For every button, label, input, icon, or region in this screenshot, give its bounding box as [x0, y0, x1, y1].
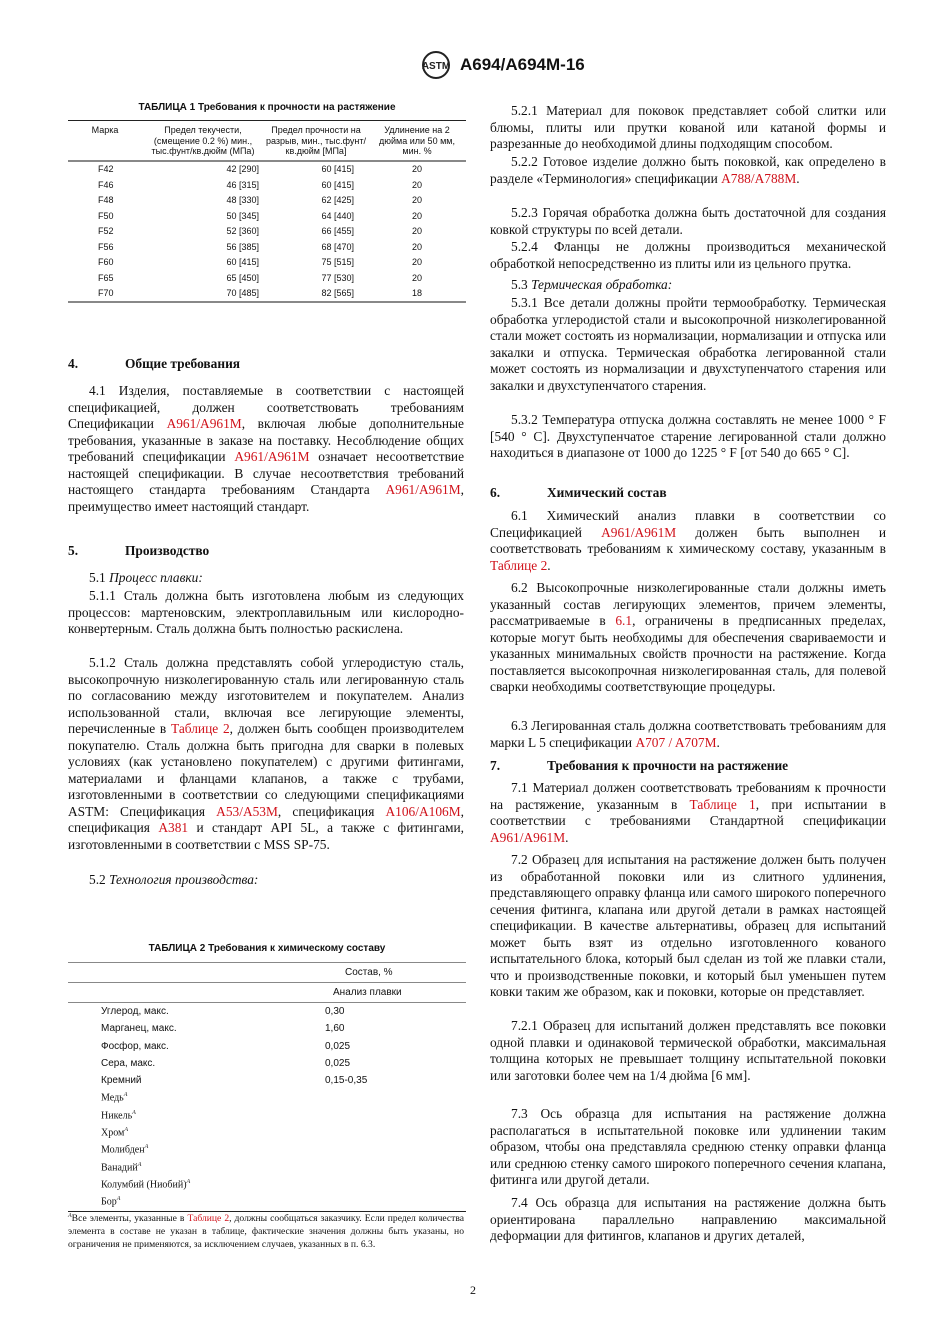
table2-row: [68, 1159, 466, 1176]
table1-cell: F60: [98, 257, 114, 268]
svg-text:ASTM: ASTM: [421, 61, 451, 72]
table1-cell: F56: [98, 241, 114, 252]
table1-title: ТАБЛИЦА 1 Требования к прочности на растяжение: [138, 102, 396, 113]
table2-footnote: $^A$Все элементы, указанные в Таблице 2, должны сообщаться заказчику. Если предел количества элемента в составе не указан в таблице, фактические значения должны быть указаны, но ограничения не применяются, за исключением случаев, указанных в п. 6.3.: [68, 1213, 464, 1251]
table1-row: [68, 161, 466, 178]
paragraph-5-2-4: [490, 239, 886, 272]
table1-cell: F46: [98, 179, 114, 190]
text-run: 7.2.1 Образец для испытаний должен представлять все поковки одной плавки и одинаковой термической обработки, максимальная толщина которых не превышает толщину испытательной поковки или заготовки более чем на 1/4 дюйма [6 мм].: [490, 1018, 886, 1083]
table1-cell: 46 [315]: [226, 179, 259, 190]
text-run: 7.2 Образец для испытания на растяжение должен быть получен из обработанной поковки или из слитного удлинения, представляющего оправку фланца или самого широкого поперечного сечения фитинга, клапана или другой детали в рамках настоящей спецификации. В качестве альтернативы, образец для испытаний может быть взят из отдельно изготовленного кованого испытательного блока, который был сделан из той же плавки стали, что и производственные поковки, и который был уменьшен путем ковки таким же образом, как и поковки, которые он представляет.: [490, 852, 886, 999]
table2-row: [68, 1003, 466, 1021]
table2-row: [68, 1176, 466, 1193]
table1-cell: 62 [425]: [321, 195, 354, 206]
element-name: Углерод, макс.: [101, 1006, 169, 1018]
table1-cell: F70: [98, 288, 114, 299]
document-code: A694/A694M-16: [460, 55, 585, 74]
text-run: 5.2.3 Горячая обработка должна быть достаточной для создания ковкой структуры по всей детали.: [490, 205, 886, 237]
paragraph-7-2-1: [490, 1018, 886, 1084]
table2-header-heat-analysis: Анализ плавки: [325, 983, 466, 1003]
paragraph-6-1: [490, 508, 886, 574]
table1-cell: 60 [415]: [226, 257, 259, 268]
table2-title: ТАБЛИЦА 2 Требования к химическому составу: [148, 943, 386, 954]
table2-header-composition: Состав, %: [325, 963, 466, 983]
text-run: 5.3.1 Все детали должны пройти термообработку. Термическая обработка углеродистой стали и высокопрочной низколегированной стали может состоять из нормализации, нормализации и отпуска или закалки и отпуска. Термическая обработка легированной стали может состоять из нормализации и двухступенчатого старения или закалки и двухступенчатого старения.: [490, 295, 886, 393]
table1-cell: 18: [411, 288, 422, 299]
table2-row: [68, 1055, 466, 1072]
element-name: Кремний: [101, 1075, 142, 1087]
text-run: 5.1: [89, 570, 110, 585]
table1-cell: 60 [415]: [321, 164, 354, 175]
table1-row: [68, 224, 466, 240]
reference-link[interactable]: A961/A961M: [490, 829, 566, 845]
page-number: 2: [470, 1283, 476, 1297]
text-run: 5.1.2 Сталь должна представлять собой углеродистую сталь, высокопрочную низколегированную сталь или легированную сталь по согласованию между изготовителем и покупателем. Анализ использованной стали, включая все легирующие элементы, перечисленные в: [68, 655, 464, 736]
element-name: Медь$^A$: [101, 1092, 128, 1104]
table1-row: [68, 239, 466, 255]
table1-cell: 70 [485]: [226, 288, 259, 299]
text-run: 5.1.1 Сталь должна быть изготовлена любым из следующих процессов: мартеновским, электроплавильным или кислородно-конвертерным. Сталь должна быть полностью раскислена.: [68, 588, 464, 636]
reference-link[interactable]: A707 / A707M: [635, 734, 717, 750]
table1-cell: F42: [98, 164, 114, 175]
reference-link[interactable]: Таблице 2: [187, 1213, 230, 1225]
text-run: 4.1 Изделия, поставляемые в соответствии с настоящей спецификацией, должен соответствовать требованиям Спецификации: [68, 383, 464, 431]
text-run: , включая любые дополнительные требования, указанные в заказе на поставку. Несоблюдение общих требований спецификации: [68, 416, 464, 464]
table1-row: [68, 177, 466, 193]
paragraph-5-3: [490, 277, 886, 294]
text-run: должен быть выполнен и соответствовать требованиям к химическому составу, указанным в: [490, 524, 886, 556]
table1-cell: 48 [330]: [226, 195, 259, 206]
text-run: 5.2.4 Фланцы не должны производиться механической обработкой непосредственно из плиты или из цельного прутка.: [490, 239, 886, 271]
table1-row: [68, 255, 466, 271]
table1-cell: 64 [440]: [321, 210, 354, 221]
table1-tensile: [68, 120, 466, 303]
table1-cell: 77 [530]: [321, 272, 354, 283]
text-run: 5.2.1 Материал для поковок представляет собой слитки или блюмы, плиты или прутки кованой или катаной формы и разрезанные до необходимой длины подходящим способом.: [490, 103, 886, 151]
paragraph-7-1: [490, 780, 886, 846]
text-run: 5.2.2 Готовое изделие должно быть поковкой, как определено в разделе «Терминология» спецификации: [490, 154, 886, 186]
element-name: Фосфор, макс.: [101, 1040, 169, 1052]
element-value: 0,15-0,35: [325, 1075, 368, 1087]
reference-link[interactable]: A106/A106M: [385, 803, 461, 819]
table1-row: [68, 270, 466, 286]
element-name: Бор$^A$: [101, 1196, 121, 1208]
text-run: .: [716, 734, 720, 750]
table2-row: [68, 1038, 466, 1055]
element-value: 0,025: [325, 1058, 351, 1070]
reference-link[interactable]: A381: [158, 820, 189, 835]
section-heading-6: 6. Химический состав: [490, 485, 667, 500]
element-name: Молибден$^A$: [101, 1144, 149, 1156]
paragraph-5-2: [68, 872, 464, 889]
table1-cell: F48: [98, 195, 114, 206]
text-run: 7.4 Ось образца для испытания на растяжение должна быть ориентирована параллельно направлению максимальной деформации для фитингов, клапанов и других деталей,: [490, 1195, 886, 1243]
text-run: , ограничены в предписанных пределах, которые могут быть необходимы для обеспечения свариваемости и указанных минимальных свойств прочности на растяжение. Когда поставляется высокопрочная низколегированная сталь, для полевой сварки необходимы соответствующие процедуры.: [490, 613, 886, 694]
table1-row: [68, 193, 466, 209]
reference-link[interactable]: Таблице 2: [170, 721, 230, 736]
paragraph-5-3-1: [490, 295, 886, 394]
table2-row: [68, 1089, 466, 1106]
table1-cell: 20: [411, 257, 422, 268]
text-run: и стандарт API 5L, а также с фитингами, изготовленными в соответствии с MSS SP-75.: [68, 820, 464, 852]
table1-row: [68, 286, 466, 303]
paragraph-5-1-2: [68, 655, 464, 853]
table1-cell: 82 [565]: [321, 288, 354, 299]
paragraph-5-1: [68, 570, 464, 587]
text-run: означает несоответствие настоящей спецификации. В случае несоответствия требований настоящего стандарта требованиям Стандарта: [68, 449, 465, 497]
text-run: Все элементы, указанные в: [71, 1213, 188, 1225]
text-run: 6.3 Легированная сталь должна соответствовать требованиям для марки L 5 спецификации: [490, 718, 886, 750]
section-heading-7: 7. Требования к прочности на растяжение: [490, 758, 789, 773]
table1-cell: F50: [98, 210, 114, 221]
table1-cell: 20: [411, 195, 422, 206]
reference-link[interactable]: 6.1: [615, 613, 633, 628]
text-run: .: [547, 557, 551, 573]
table1-cell: 50 [345]: [226, 210, 259, 221]
table1-cell: 20: [411, 164, 422, 175]
table1-header: Предел текучести, (смещение 0.2 %) мин., тыс.фунт/кв.дюйм (МПа): [142, 121, 264, 161]
paragraph-5-2-1: [490, 103, 886, 153]
table2-row: [68, 1107, 466, 1124]
element-value: 1,60: [325, 1023, 345, 1035]
element-value: 0,30: [325, 1006, 345, 1018]
text-run: 5.3.2 Температура отпуска должна составлять не менее 1000 ° F [540 ° C]. Двухступенчатое старение легированной стали должно находиться в диапазоне от 1000 до 1225 ° F [от 540 до 665 ° C].: [490, 412, 886, 460]
paragraph-7-4: [490, 1195, 886, 1245]
page-header: [418, 50, 585, 80]
text-run: .: [565, 829, 569, 845]
table1-cell: 20: [411, 241, 422, 252]
table2-row: [68, 1020, 466, 1037]
table1-cell: F65: [98, 272, 114, 283]
table1-cell: F52: [98, 226, 114, 237]
reference-link[interactable]: A961/A961M: [166, 416, 242, 431]
element-name: Ванадий$^A$: [101, 1161, 142, 1173]
element-name: Никель$^A$: [101, 1109, 136, 1122]
text-run: 6.1 Химический анализ плавки в соответствии со Спецификацией: [490, 508, 886, 540]
text-run: , при испытании в соответствии с требованиями Стандартной спецификации: [490, 796, 886, 828]
element-name: Колумбий (Ниобий)$^A$: [101, 1178, 191, 1191]
paragraph-6-3: [490, 718, 886, 751]
element-name: Сера, макс.: [101, 1058, 156, 1070]
section-heading-4: 4. Общие требования: [68, 356, 241, 371]
table2-row: [68, 1141, 466, 1158]
section-heading-5: 5. Производство: [68, 543, 210, 558]
table1-cell: 20: [411, 210, 422, 221]
table1-header: Удлинение на 2 дюйма или 50 мм, мин. %: [368, 121, 466, 161]
reference-link[interactable]: A53/A53M: [216, 803, 278, 819]
paragraph-7-2: [490, 852, 886, 1001]
text-run: 5.2: [89, 872, 110, 887]
text-run: , должен быть сообщен производителем покупателю. Сталь должна быть пригодна для сварки в полевых условиях (как установлено покупателем) с другими фитингами, материалами и фланцами клапанов, а также с трубами, изготовленными в соответствии со следующими спецификациями ASTM: Спецификация: [68, 721, 464, 819]
astm-logo-icon: [418, 50, 454, 80]
table1-cell: 68 [470]: [321, 241, 354, 252]
reference-link[interactable]: Таблице 1: [689, 796, 756, 812]
text-run: .: [796, 170, 800, 186]
paragraph-7-3: [490, 1106, 886, 1189]
paragraph-5-2-2: [490, 154, 886, 187]
table1-cell: 52 [360]: [226, 226, 259, 237]
paragraph-5-3-2: [490, 412, 886, 462]
table1-cell: 75 [515]: [321, 257, 354, 268]
text-run: , должны сообщаться заказчику. Если предел количества элемента в составе не указан в таблице, фактические значения должны быть указаны, но ограничения не применяются, за исключением случаев, указанных в п. 6.3.: [68, 1213, 464, 1251]
text-run: , преимущество имеет настоящий стандарт.: [68, 482, 464, 514]
table1-row: [68, 208, 466, 224]
reference-link[interactable]: A961/A961M: [601, 524, 677, 540]
table1-cell: 20: [411, 272, 422, 283]
table1-cell: 60 [415]: [321, 179, 354, 190]
table1-cell: 20: [411, 226, 422, 237]
text-run: 7.1 Материал должен соответствовать требованиям к прочности на растяжение, указанным в: [490, 780, 886, 812]
text-run: Технология производства:: [109, 872, 259, 887]
reference-link[interactable]: A961/A961M: [385, 482, 461, 497]
reference-link[interactable]: A961/A961M: [234, 449, 310, 464]
table2-row: [68, 1124, 466, 1141]
element-name: Хром$^A$: [101, 1127, 129, 1139]
text-run: 6.2 Высокопрочные низколегированные стали должны иметь указанный состав легирующих элементов, причем элементы, рассматриваемые в: [490, 580, 886, 628]
paragraph-5-1-1: [68, 588, 464, 638]
table2-row: [68, 1193, 466, 1211]
text-run: Термическая обработка:: [531, 277, 673, 292]
element-name: Марганец, макс.: [101, 1023, 177, 1035]
table1-header: Марка: [68, 121, 142, 161]
table2-row: [68, 1072, 466, 1089]
element-value: 0,025: [325, 1040, 351, 1052]
text-run: , спецификация: [277, 803, 386, 819]
reference-link[interactable]: Таблице 2: [490, 557, 548, 573]
paragraph-4-1: [68, 383, 464, 515]
table1-cell: 20: [411, 179, 422, 190]
table1-cell: 56 [385]: [226, 241, 259, 252]
text-run: 5.3: [511, 277, 532, 292]
paragraph-5-2-3: [490, 205, 886, 238]
table1-cell: 66 [455]: [321, 226, 354, 237]
table1-cell: 42 [290]: [226, 164, 259, 175]
table2-chemical: [68, 962, 466, 1212]
table1-cell: 65 [450]: [226, 272, 259, 283]
paragraph-6-2: [490, 580, 886, 696]
text-run: 7.3 Ось образца для испытания на растяжение должна располагаться в испытательной поковке или удлинении таким образом, чтобы она представляла среднюю стенку оправки фланца или среднюю стенку самого широкого поперечного сечения клапана, фитинга или другой детали.: [490, 1106, 886, 1187]
table1-header: Предел прочности на разрыв, мин., тыс.фунт/кв.дюйм [МПа]: [264, 121, 368, 161]
text-run: , спецификация: [68, 803, 464, 835]
text-run: Процесс плавки:: [109, 570, 203, 585]
reference-link[interactable]: A788/A788M: [721, 170, 797, 186]
